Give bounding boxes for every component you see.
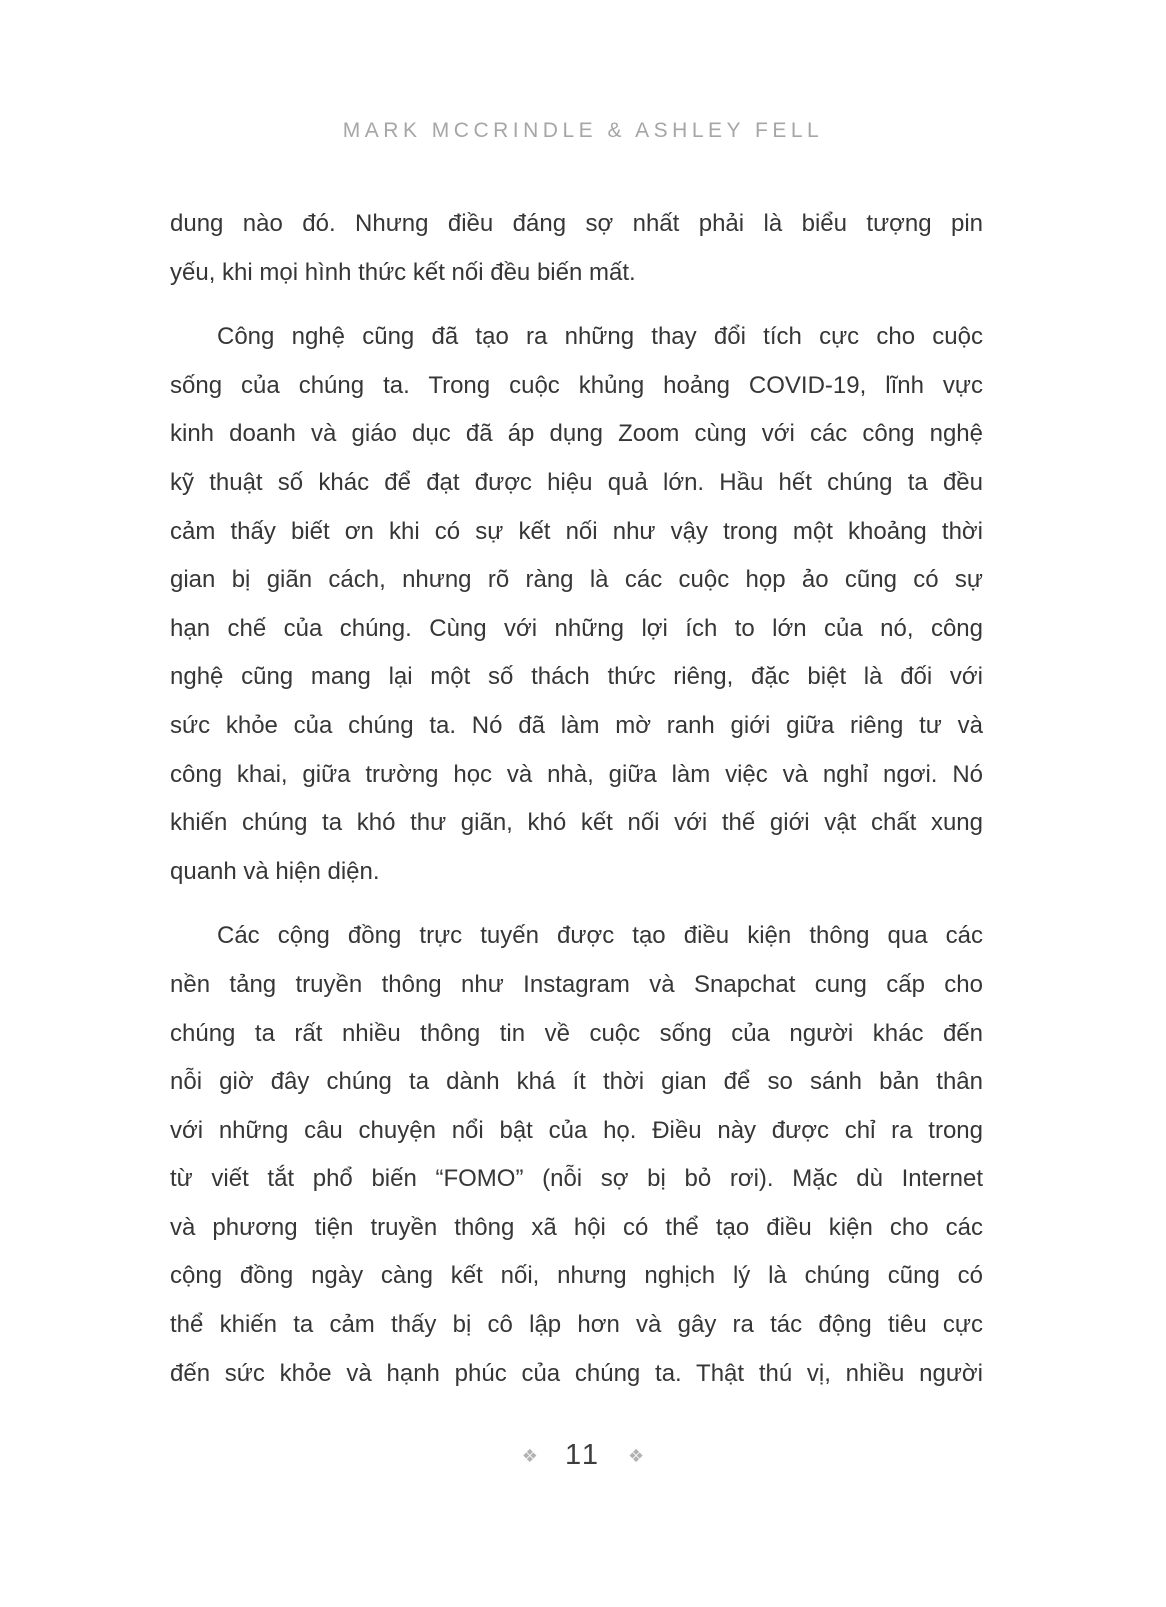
body-line: Công nghệ cũng đã tạo ra những thay đổi tích cực cho cuộc xyxy=(217,323,983,351)
body-line: kỹ thuật số khác để đạt được hiệu quả lớn. Hầu hết chúng ta đều xyxy=(170,468,983,496)
paragraph xyxy=(170,313,983,896)
body-line: công khai, giữa trường học và nhà, giữa làm việc và nghỉ ngơi. Nó xyxy=(170,760,983,788)
body-line: và phương tiện truyền thông xã hội có thể tạo điều kiện cho các xyxy=(170,1213,983,1241)
page-number: 11 xyxy=(564,1439,602,1471)
body-line: dung nào đó. Nhưng điều đáng sợ nhất phải là biểu tượng pin xyxy=(170,210,983,237)
body-line: nền tảng truyền thông như Instagram và Snapchat cung cấp cho xyxy=(170,970,983,998)
body-line: chúng ta rất nhiều thông tin về cuộc sống của người khác đến xyxy=(170,1019,983,1047)
body-line: từ viết tắt phổ biến “FOMO” (nỗi sợ bị bỏ rơi). Mặc dù Internet xyxy=(170,1165,983,1193)
body-line: quanh và hiện diện. xyxy=(170,857,380,885)
body-line: sống của chúng ta. Trong cuộc khủng hoảng COVID-19, lĩnh vực xyxy=(170,371,983,399)
body-line: gian bị giãn cách, nhưng rõ ràng là các cuộc họp ảo cũng có sự xyxy=(170,566,983,594)
body-line: kinh doanh và giáo dục đã áp dụng Zoom cùng với các công nghệ xyxy=(170,420,983,448)
body-line: nghệ cũng mang lại một số thách thức riêng, đặc biệt là đối với xyxy=(170,663,983,691)
body-line: với những câu chuyện nổi bật của họ. Điều này được chỉ ra trong xyxy=(170,1116,983,1144)
paragraph xyxy=(170,912,983,1398)
body-line: cảm thấy biết ơn khi có sự kết nối như vậy trong một khoảng thời xyxy=(170,517,983,545)
body-line: nỗi giờ đây chúng ta dành khá ít thời gian để so sánh bản thân xyxy=(170,1068,983,1096)
body-line: Các cộng đồng trực tuyến được tạo điều kiện thông qua các xyxy=(217,922,983,950)
paragraph xyxy=(170,200,983,297)
body-line: hạn chế của chúng. Cùng với những lợi ích to lớn của nó, công xyxy=(170,614,983,642)
footer-ornament-icon: ❖ xyxy=(521,1445,538,1466)
body-line: đến sức khỏe và hạnh phúc của chúng ta. Thật thú vị, nhiều người xyxy=(170,1359,983,1387)
footer-ornament-icon: ❖ xyxy=(628,1445,645,1466)
page-body xyxy=(170,200,983,1398)
body-line: thể khiến ta cảm thấy bị cô lập hơn và gây ra tác động tiêu cực xyxy=(170,1311,983,1339)
running-header: MARK MCCRINDLE & ASHLEY FELL xyxy=(342,119,824,142)
page-footer xyxy=(0,1441,1166,1470)
body-line: yếu, khi mọi hình thức kết nối đều biến mất. xyxy=(170,258,636,286)
body-line: khiến chúng ta khó thư giãn, khó kết nối với thế giới vật chất xung xyxy=(170,809,983,837)
body-line: cộng đồng ngày càng kết nối, nhưng nghịch lý là chúng cũng có xyxy=(170,1262,983,1290)
body-line: sức khỏe của chúng ta. Nó đã làm mờ ranh giới giữa riêng tư và xyxy=(170,711,983,739)
